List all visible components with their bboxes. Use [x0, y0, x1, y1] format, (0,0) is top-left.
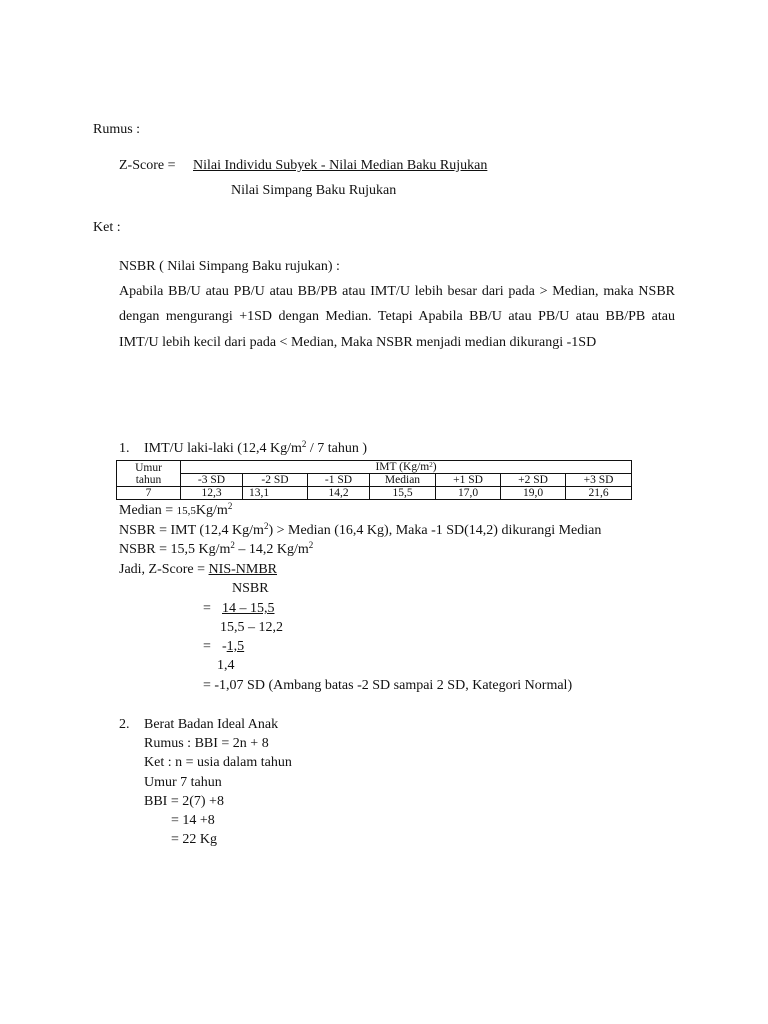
section2-title: Berat Badan Ideal Anak	[144, 717, 279, 732]
zscore-result: = -1,07 SD (Ambang batas -2 SD sampai 2 SD, Kategori Normal)	[203, 678, 573, 693]
zscore-formula-prefix: Z-Score =	[119, 158, 176, 173]
value-cell: 14,2	[308, 487, 370, 500]
median-line: Median = $15,5Kg/m^2$	[119, 501, 233, 518]
age-cell: 7	[117, 487, 181, 500]
table-row	[117, 487, 632, 500]
nsbr-line-1: NSBR = IMT (12,4 $Kg/m^2$) > Median (16,4 Kg), Maka -1 SD(14,2) dikurangi Median	[119, 521, 602, 538]
section1-title: IMT/U laki-laki (12,4 $Kg/m^2 / 7$ tahun )	[144, 439, 368, 456]
value-cell: 13,1	[243, 487, 308, 500]
bbi-calc-2: = 14 +8	[171, 813, 215, 828]
step1-equals: =	[203, 601, 211, 616]
value-cell: 21,6	[566, 487, 632, 500]
step1-numerator: 14 – 15,5	[222, 601, 275, 616]
imt-reference-table	[116, 460, 632, 500]
value-cell: 19,0	[501, 487, 566, 500]
section2-number: 2.	[119, 717, 130, 732]
col-header: Median	[370, 474, 436, 487]
bbi-age: Umur 7 tahun	[144, 775, 222, 790]
bbi-formula: Rumus : BBI = 2n + 8	[144, 736, 269, 751]
value-cell: 17,0	[436, 487, 501, 500]
section1-number: 1.	[119, 441, 130, 456]
nsbr-explanation: Apabila BB/U atau PB/U atau BB/PB atau IMT/U lebih besar dari pada > Median, maka NSBR dengan mengurangi +1SD dengan Median. Tetapi Apabila BB/U atau PB/U atau BB/PB atau IMT/U lebih kecil dari pada < Median, Maka NSBR menjadi median dikurangi -1SD	[119, 284, 675, 350]
col-header: -3 SD	[181, 474, 243, 487]
nsbr-line-2: NSBR = 15,5 $Kg/m^2 - 14,2$ $Kg/m^2$	[119, 540, 314, 557]
col-header: +1 SD	[436, 474, 501, 487]
age-header-cell: Umur tahun	[117, 461, 181, 487]
nsbr-heading: NSBR ( Nilai Simpang Baku rujukan) :	[119, 259, 340, 274]
zscore-formula-numerator: Nilai Individu Subyek - Nilai Median Baku Rujukan	[193, 158, 488, 173]
col-header: +2 SD	[501, 474, 566, 487]
zscore-calc-denominator: NSBR	[232, 581, 269, 596]
col-header: +3 SD	[566, 474, 632, 487]
bbi-calc-1: BBI = 2(7) +8	[144, 794, 224, 809]
col-header: -2 SD	[243, 474, 308, 487]
zscore-formula-denominator: Nilai Simpang Baku Rujukan	[231, 183, 397, 198]
value-cell: 12,3	[181, 487, 243, 500]
bbi-calc-3: = 22 Kg	[171, 832, 218, 847]
value-cell: 15,5	[370, 487, 436, 500]
bbi-ket: Ket : n = usia dalam tahun	[144, 755, 292, 770]
step2-numerator: -1,5	[222, 639, 245, 654]
zscore-calc-line: Jadi, Z-Score = NIS-NMBR	[119, 562, 278, 577]
rumus-label: Rumus :	[93, 122, 141, 137]
step1-denominator: 15,5 – 12,2	[220, 620, 283, 635]
step2-denominator: 1,4	[217, 658, 235, 673]
imt-header-cell: IMT $(Kg/m^2)$	[181, 461, 632, 474]
col-header: -1 SD	[308, 474, 370, 487]
ket-label: Ket :	[93, 220, 121, 235]
step2-equals: =	[203, 639, 211, 654]
